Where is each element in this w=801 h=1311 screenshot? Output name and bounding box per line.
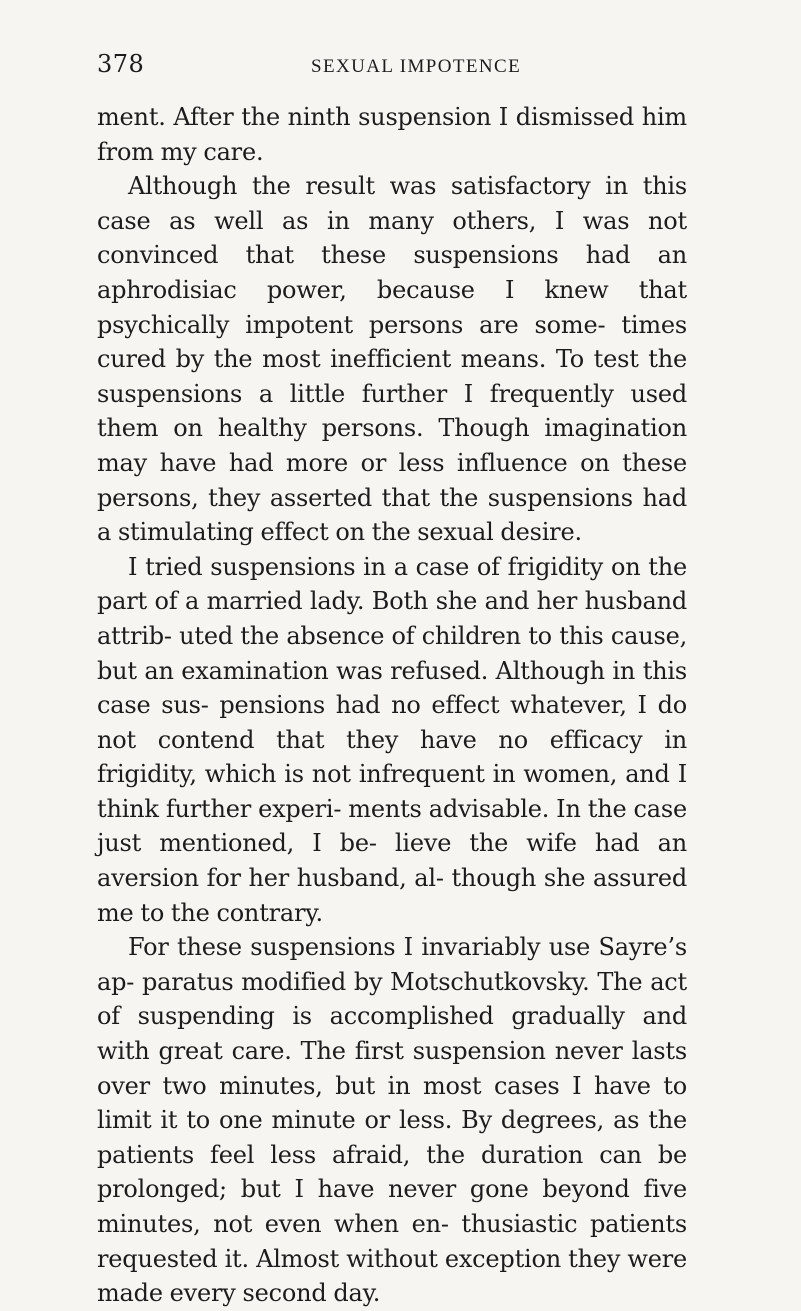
paragraph-frigidity: I tried suspensions in a case of frigidity on the part of a married lady. Both she and her husband attrib- uted the absence of children to this cause, but an examination was refused. Although in this case sus- pensions had no effect whatever, I do not contend that they have no efficacy in frigidity, which is not infrequent in women, and I think further experi- ments advisable. In the case just mentioned, I be- lieve the wife had an aversion for her husband, al- though she assured me to the contrary. [97,552,687,927]
paragraph-aphrodisiac: Although the result was satisfactory in this case as well as in many others, I was not convinced that these suspensions had an aphrodisiac power, because I knew that psychically impotent persons are some- times cured by the most inefficient means. To test the suspensions a little further I frequently used them on healthy persons. Though imagination may have had more or less influence on these persons, they asserted that the suspensions had a stimulating effect on the sexual desire. [97,172,687,547]
running-title: SEXUAL IMPOTENCE [311,56,522,77]
running-header [97,46,687,86]
body-text [97,100,687,1311]
page-number: 378 [97,50,145,78]
paragraph-continued: ment. After the ninth suspension I dismissed him from my care. [97,103,687,166]
paragraph-apparatus: For these suspensions I invariably use Sayre’s ap- paratus modified by Motschutkovsky. The act of suspending is accomplished gradually and with great care. The first suspension never lasts over two minutes, but in most cases I have to limit it to one minute or less. By degrees, as the patients feel less afraid, the duration can be prolonged; but I have never gone beyond five minutes, not even when en- thusiastic patients requested it. Almost without exception they were made every second day. [97,933,687,1308]
